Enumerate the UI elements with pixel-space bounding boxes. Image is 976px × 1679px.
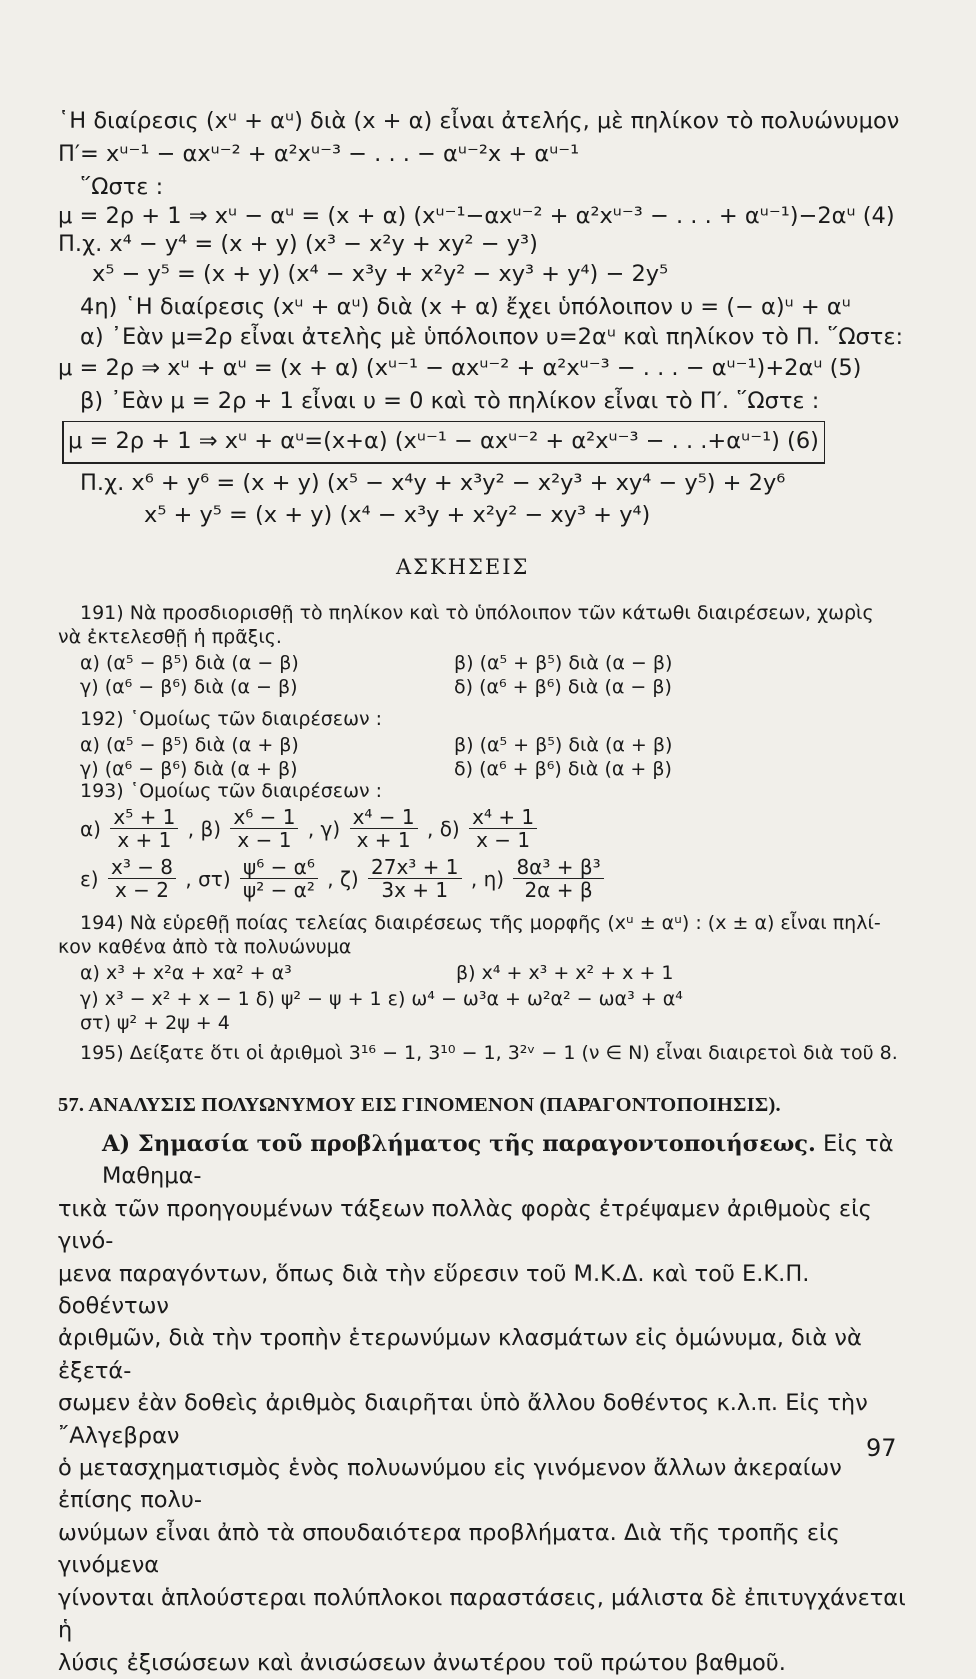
denominator: x + 1: [356, 828, 411, 852]
denominator: x − 1: [237, 828, 292, 852]
exercise-item: β) (α⁵ + β⁵) διὰ (α + β): [454, 734, 673, 756]
fraction: [513, 856, 603, 901]
exercise-text: 191) Νὰ προσδιορισθῇ τὸ πηλίκον καὶ τὸ ὑπόλοιπον τῶν κάτωθι διαιρέσεων, χωρὶς: [80, 602, 874, 624]
text-line: 4η) ῾Η διαίρεσις (xᵘ + αᵘ) διὰ (x + α) ἔχει ὑπόλοιπον υ = (− α)ᵘ + αᵘ: [80, 294, 851, 320]
exercise-item: δ) (α⁶ + β⁶) διὰ (α − β): [454, 676, 672, 698]
fraction-label: , ζ): [327, 866, 359, 891]
formula-line: x⁵ + y⁵ = (x + y) (x⁴ − x³y + x²y² − xy³ + y⁴): [144, 502, 651, 528]
fraction-label: , β): [187, 816, 222, 841]
section-heading: 57. ΑΝΑΛΥΣΙΣ ΠΟΛΥΩΝΥΜΟΥ ΕΙΣ ΓΙΝΟΜΕΝΟΝ (ΠΑΡΑΓΟΝΤΟΠΟΙΗΣΙΣ).: [58, 1094, 781, 1116]
paragraph-line: ὁ μετασχηματισμὸς ἑνὸς πολυωνύμου εἰς γινόμενον ἄλλων ἀκεραίων ἐπίσης πολυ-: [58, 1455, 842, 1514]
fraction-label: ε): [80, 866, 99, 891]
fraction: [230, 806, 298, 851]
exercise-item: γ) (α⁶ − β⁶) διὰ (α − β): [80, 676, 298, 698]
paragraph-line: γίνονται ἁπλούστεραι πολύπλοκοι παραστάσεις, μάλιστα δὲ ἐπιτυγχάνεται ἡ: [58, 1584, 906, 1644]
fraction-label: , στ): [185, 866, 231, 891]
fraction: [368, 856, 462, 901]
fraction-label: α): [80, 816, 101, 841]
paragraph-line: λύσις ἐξισώσεων καὶ ἀνισώσεων ἀνωτέρου τοῦ πρώτου βαθμοῦ.: [58, 1649, 786, 1676]
exercise-item: α) (α⁵ − β⁵) διὰ (α + β): [80, 734, 299, 756]
formula-line: Π.χ. x⁶ + y⁶ = (x + y) (x⁵ − x⁴y + x³y² − x²y³ + xy⁴ − y⁵) + 2y⁶: [80, 470, 786, 496]
text-line: ῾Η διαίρεσις (xᵘ + αᵘ) διὰ (x + α) εἶναι ἀτελής, μὲ πηλίκον τὸ πολυώνυμον: [58, 108, 900, 134]
section-title: ΑΣΚΗΣΕΙΣ: [396, 555, 530, 579]
body-paragraph: [58, 1128, 908, 1679]
fraction-row: [80, 806, 540, 851]
numerator: x⁶ − 1: [230, 806, 298, 829]
fraction-row: [80, 856, 607, 901]
paragraph-line: τικὰ τῶν προηγουμένων τάξεων πολλὰς φορὰς ἐτρέψαμεν ἀριθμοὺς εἰς γινό-: [58, 1195, 872, 1255]
exercise-text: νὰ ἐκτελεσθῇ ἡ πρᾶξις.: [58, 626, 282, 648]
numerator: x³ − 8: [108, 856, 176, 879]
fraction: [469, 806, 537, 851]
exercise-item: γ) x³ − x² + x − 1 δ) ψ² − ψ + 1 ε) ω⁴ − ω³α + ω²α² − ωα³ + α⁴: [80, 988, 683, 1010]
boxed-formula: μ = 2ρ + 1 ⇒ xᵘ + αᵘ=(x+α) (xᵘ⁻¹ − αxᵘ⁻² + α²xᵘ⁻³ − . . .+αᵘ⁻¹) (6): [68, 428, 819, 454]
exercise-text: 195) Δείξατε ὅτι οἱ ἀριθμοὶ 3¹⁶ − 1, 3¹⁰ − 1, 3²ᵛ − 1 (ν ∈ N) εἶναι διαιρετοὶ διὰ τοῦ 8.: [80, 1042, 898, 1064]
exercise-item: δ) (α⁶ + β⁶) διὰ (α + β): [454, 758, 672, 780]
fraction: [350, 806, 418, 851]
numerator: 27x³ + 1: [368, 856, 462, 879]
exercise-item: β) (α⁵ + β⁵) διὰ (α − β): [454, 652, 673, 674]
numerator: 8α³ + β³: [513, 856, 603, 879]
numerator: x⁴ + 1: [469, 806, 537, 829]
paragraph-line: ωνύμων εἶναι ἀπὸ τὰ σπουδαιότερα προβλήματα. Διὰ τῆς τροπῆς εἰς γινόμενα: [58, 1519, 840, 1579]
denominator: x − 1: [476, 828, 531, 852]
denominator: ψ² − α²: [243, 878, 315, 902]
fraction: [110, 806, 178, 851]
formula-line: Π′= xᵘ⁻¹ − αxᵘ⁻² + α²xᵘ⁻³ − . . . − αᵘ⁻²x + αᵘ⁻¹: [58, 141, 580, 167]
exercise-text: 193) ῾Ομοίως τῶν διαιρέσεων :: [80, 780, 383, 802]
denominator: 2α + β: [524, 878, 593, 902]
exercise-text: κον καθένα ἀπὸ τὰ πολυώνυμα: [58, 936, 352, 958]
fraction-label: , η): [470, 866, 505, 891]
fraction: [108, 856, 176, 901]
formula-line: x⁵ − y⁵ = (x + y) (x⁴ − x³y + x²y² − xy³ + y⁴) − 2y⁵: [92, 261, 669, 287]
text-line: ῞Ωστε :: [80, 174, 164, 200]
paragraph-line: ἀριθμῶν, διὰ τὴν τροπὴν ἑτερωνύμων κλασμάτων εἰς ὁμώνυμα, διὰ νὰ ἐξετά-: [58, 1325, 862, 1384]
denominator: x − 2: [114, 878, 170, 902]
paragraph-lead: Α) Σημασία τοῦ προβλήματος τῆς παραγοντοποιήσεως.: [102, 1131, 816, 1157]
numerator: ψ⁶ − α⁶: [240, 856, 318, 879]
paragraph-line: Εἰς τὰ Μαθημα-: [102, 1131, 894, 1190]
formula-line: μ = 2ρ + 1 ⇒ xᵘ − αᵘ = (x + α) (xᵘ⁻¹−αxᵘ⁻² + α²xᵘ⁻³ − . . . + αᵘ⁻¹)−2αᵘ (4): [58, 203, 895, 229]
fraction-label: , δ): [426, 816, 460, 841]
paragraph-line: μενα παραγόντων, ὅπως διὰ τὴν εὕρεσιν τοῦ Μ.Κ.Δ. καὶ τοῦ Ε.Κ.Π. δοθέντων: [58, 1260, 810, 1320]
fraction: [240, 856, 318, 901]
exercise-item: α) x³ + x²α + xα² + α³: [80, 962, 292, 984]
denominator: x + 1: [117, 828, 172, 852]
formula-line: Π.χ. x⁴ − y⁴ = (x + y) (x³ − x²y + xy² − y³): [58, 231, 538, 257]
text-line: α) ᾿Εὰν μ=2ρ εἶναι ἀτελὴς μὲ ὑπόλοιπον υ=2αᵘ καὶ πηλίκον τὸ Π. ῞Ωστε:: [80, 324, 904, 350]
exercise-text: 194) Νὰ εὑρεθῇ ποίας τελείας διαιρέσεως τῆς μορφῆς (xᵘ ± αᵘ) : (x ± α) εἶναι πηλί-: [80, 912, 881, 934]
numerator: x⁴ − 1: [350, 806, 418, 829]
paragraph-line: σωμεν ἐὰν δοθεὶς ἀριθμὸς διαιρῆται ὑπὸ ἄλλου δοθέντος κ.λ.π. Εἰς τὴν ῎Αλγεβραν: [58, 1390, 868, 1449]
exercise-item: στ) ψ² + 2ψ + 4: [80, 1012, 230, 1034]
exercise-text: 192) ῾Ομοίως τῶν διαιρέσεων :: [80, 708, 383, 730]
numerator: x⁵ + 1: [110, 806, 178, 829]
exercise-item: α) (α⁵ − β⁵) διὰ (α − β): [80, 652, 299, 674]
fraction-label: , γ): [307, 816, 341, 841]
page-number: 97: [866, 1434, 897, 1462]
denominator: 3x + 1: [381, 878, 449, 902]
text-line: β) ᾿Εὰν μ = 2ρ + 1 εἶναι υ = 0 καὶ τὸ πηλίκον εἶναι τὸ Π′. ῞Ωστε :: [80, 388, 820, 414]
exercise-item: β) x⁴ + x³ + x² + x + 1: [456, 962, 674, 984]
formula-line: μ = 2ρ ⇒ xᵘ + αᵘ = (x + α) (xᵘ⁻¹ − αxᵘ⁻² + α²xᵘ⁻³ − . . . − αᵘ⁻¹)+2αᵘ (5): [58, 355, 862, 381]
exercise-item: γ) (α⁶ − β⁶) διὰ (α + β): [80, 758, 298, 780]
